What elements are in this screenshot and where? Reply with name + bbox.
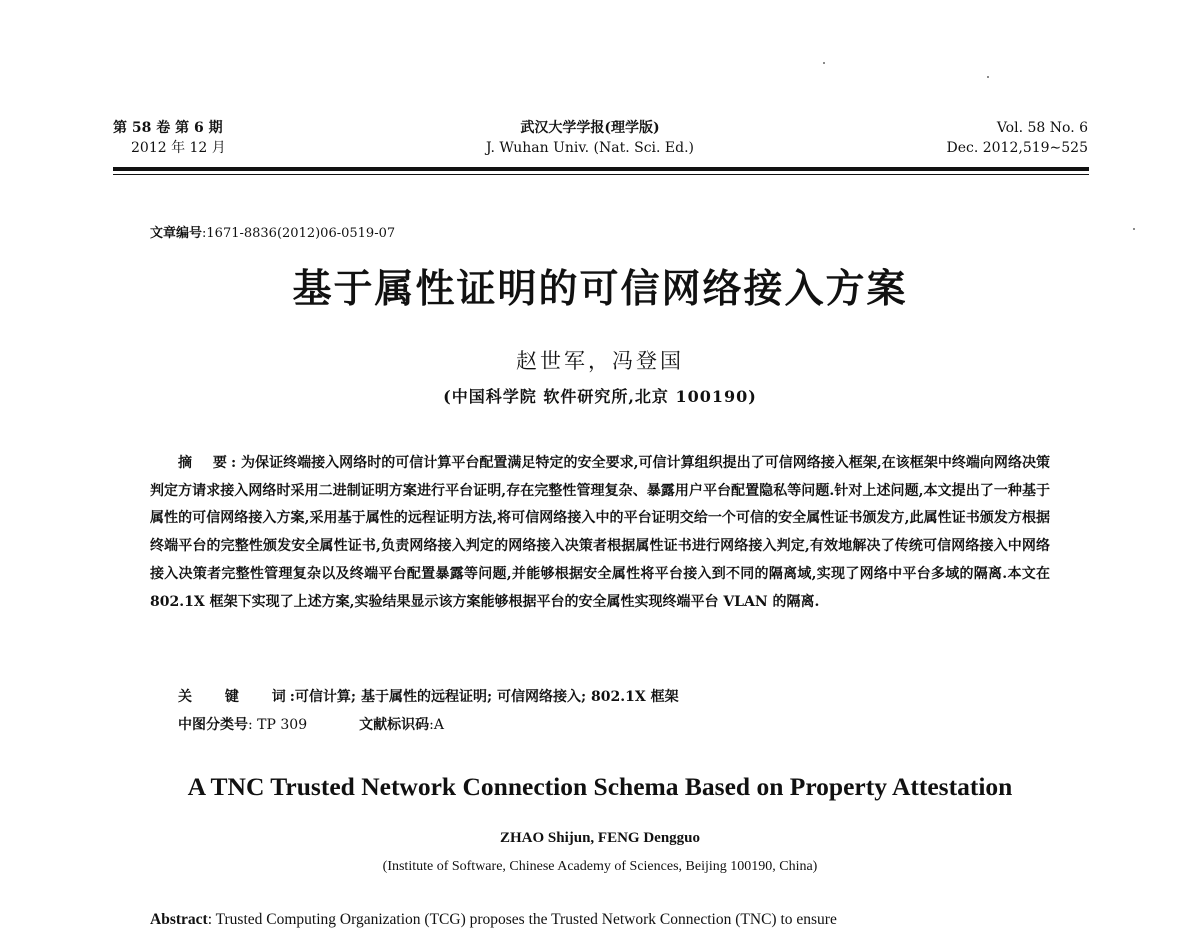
journal-name-cn: 武汉大学学报(理学版) [520, 120, 660, 136]
header-right [946, 118, 1088, 158]
authors-en: ZHAO Shijun, FENG Dengguo [499, 830, 701, 846]
affiliation-cn: (中国科学院 软件研究所,北京 100190) [443, 387, 757, 406]
authors-cn: 赵世军，冯登国 [516, 349, 684, 373]
clc-label: 中图分类号 [178, 717, 248, 733]
abstract-cn [150, 450, 1050, 616]
date-pages-en: Dec. 2012,519∼525 [946, 140, 1088, 156]
keywords-cn-label: 关 键 词 [178, 689, 300, 705]
header-left [113, 118, 226, 158]
header-rule-thick [113, 167, 1089, 171]
volume-issue-cn: 第 58 卷 第 6 期 [113, 120, 223, 136]
journal-name-en: J. Wuhan Univ. (Nat. Sci. Ed.) [485, 140, 695, 156]
header-rule-thin [113, 174, 1089, 175]
classification-cn [178, 714, 496, 734]
keywords-cn [178, 686, 679, 706]
abstract-cn-text: : 为保证终端接入网络时的可信计算平台配置满足特定的安全要求,可信计算组织提出了可信网络接入框架,在该框架中终端向网络决策判定方请求接入网络时采用二进制证明方案进行平台证明,存在完整性管理复杂、暴露用户平台配置隐私等问题.针对上述问题,本文提出了一种基于属性的可信网络接入方案,采用基于属性的远程证明方法,将可信网络接入中的平台证明交给一个可信的安全属性证书颁发方,此属性证书颁发方根据终端平台的完整性颁发安全属性证书,负责网络接入判定的网络接入决策者根据属性证书进行网络接入判定,有效地解决了传统可信网络接入中网络接入决策者完整性管理复杂以及终端平台配置暴露等问题,并能够根据安全属性将平台接入到不同的隔离域,实现了网络中平台多域的隔离.本文在 802.1X 框架下实现了上述方案,实验结果显示该方案能够根据平台的安全属性实现终端平台 VLAN 的隔离. [150, 455, 1050, 610]
doc-code-value: :A [429, 717, 444, 733]
clc-value: : TP 309 [248, 717, 308, 733]
affiliation-en: (Institute of Software, Chinese Academy of Sciences, Beijing 100190, China) [382, 859, 818, 874]
article-number-value: :1671-8836(2012)06-0519-07 [202, 226, 396, 241]
volume-issue-en: Vol. 58 No. 6 [996, 120, 1088, 136]
article-number [150, 222, 395, 241]
doc-code-label: 文献标识码 [359, 717, 430, 733]
paper-title-en: A TNC Trusted Network Connection Schema Based on Property Attestation [187, 772, 1013, 801]
header-center [380, 118, 800, 158]
abstract-cn-label: 摘 要 [178, 455, 235, 471]
abstract-en-text: : Trusted Computing Organization (TCG) proposes the Trusted Network Connection (TNC) to ensure [207, 911, 837, 928]
paper-title-cn: 基于属性证明的可信网络接入方案 [292, 266, 908, 312]
abstract-en [150, 911, 1050, 929]
date-cn: 2012 年 12 月 [131, 140, 226, 156]
keywords-cn-text: :可信计算; 基于属性的远程证明; 可信网络接入; 802.1X 框架 [289, 689, 679, 705]
article-number-label: 文章编号 [150, 226, 203, 241]
abstract-en-label: Abstract [150, 911, 208, 928]
